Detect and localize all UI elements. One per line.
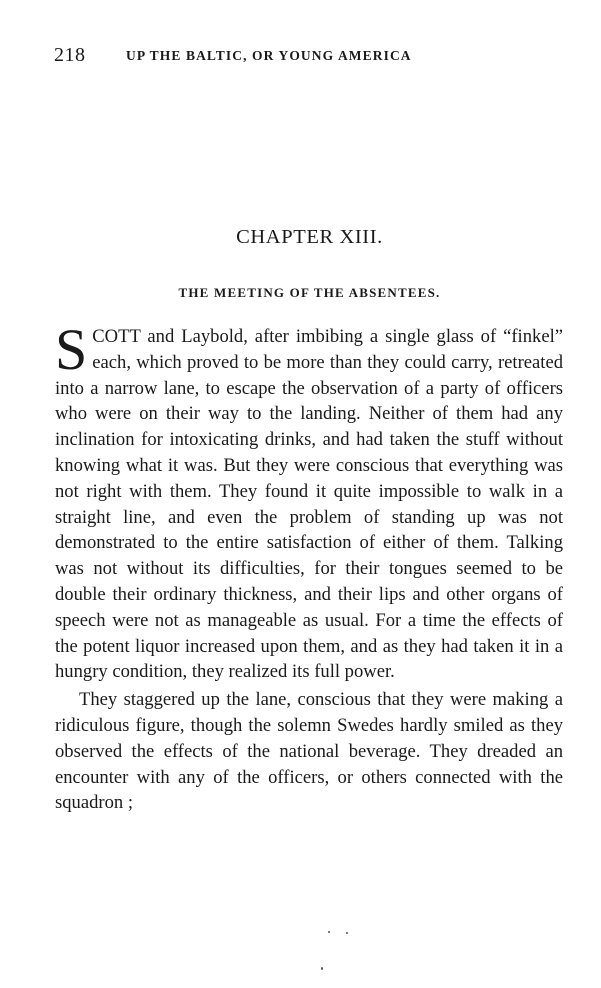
paragraph-1-text: COTT and Laybold, after imbibing a single glass of “finkel” each, which proved to be more than they could carry, retreated into a narrow lane, to escape the observation of a party of officers who were on their way to the landing. Neither of them had any inclination for intoxicating drinks, and had taken the stuff without knowing what it was. But they were conscious that everything was not right with them. They found it quite impossible to walk in a straight line, and even the problem of standing up was not demonstrated to the entire satisfaction of either of them. Talking was not without its difficulties, for their tongues seemed to be double their ordinary thickness, and their lips and other organs of speech were not as manageable as usual. For a time the effects of the potent liquor increased upon them, and as they had taken it in a hungry condition, they realized its full power. [55, 326, 563, 683]
drop-cap: S [55, 317, 88, 382]
page-number: 218 [54, 44, 86, 66]
scan-speck [346, 932, 348, 934]
scan-speck [328, 931, 330, 933]
paragraph-1 [55, 317, 563, 685]
running-head [54, 44, 574, 68]
running-title: UP THE BALTIC, OR YOUNG AMERICA [126, 48, 412, 63]
body-text [55, 317, 563, 816]
chapter-subtitle: THE MEETING OF THE ABSENTEES. [178, 285, 441, 300]
scan-speck [321, 967, 323, 970]
paragraph-2: They staggered up the lane, conscious that they were making a ridiculous figure, though the solemn Swedes hardly smiled as they observed the effects of the national beverage. They dreaded an encounter with any of the officers, or others connected with the squadron ; [55, 689, 563, 814]
chapter-title: CHAPTER XIII. [236, 226, 383, 248]
